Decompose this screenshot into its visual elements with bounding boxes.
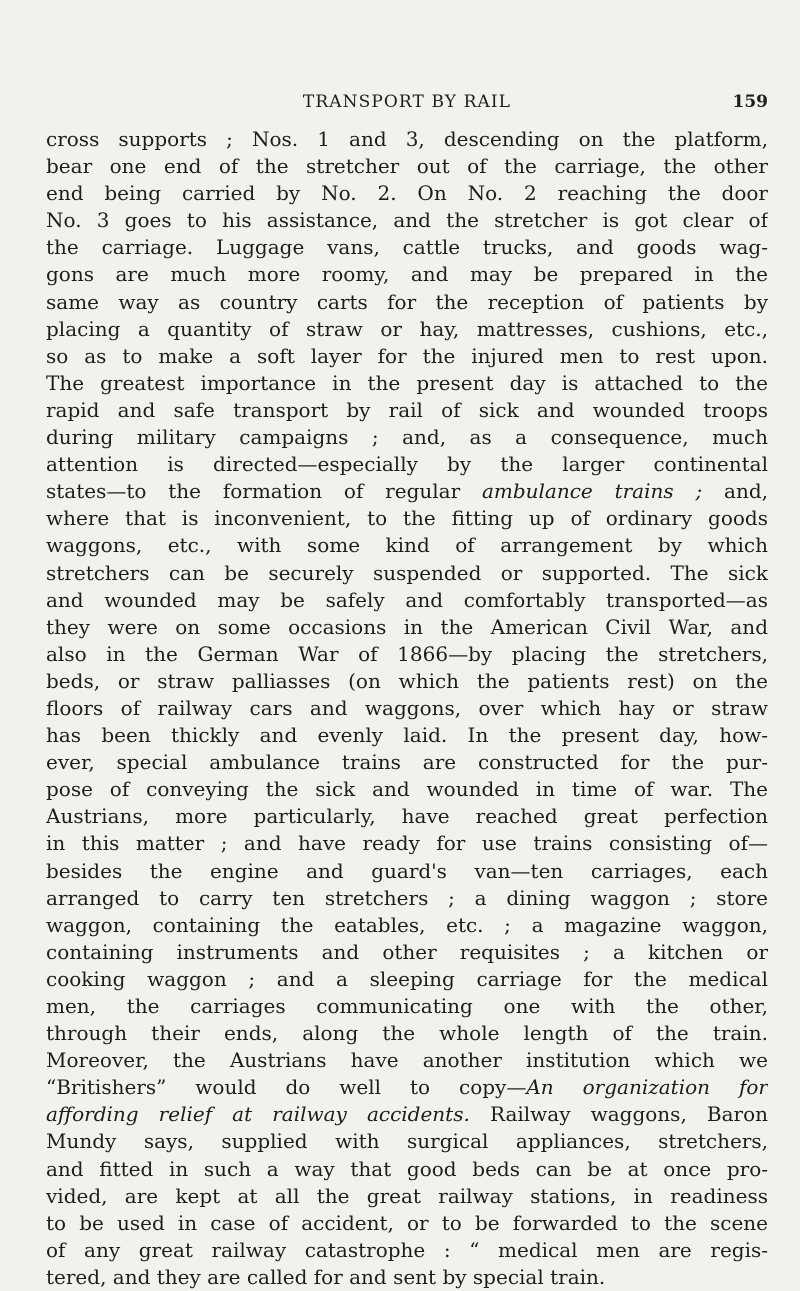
text-line	[46, 830, 768, 857]
text-segment: Moreover, the Austrians have another institution which we	[46, 1048, 768, 1073]
text-segment: bear one end of the stretcher out of the carriage, the other	[46, 154, 768, 179]
text-segment: and fitted in such a way that good beds can be at once pro-	[46, 1156, 768, 1181]
text-segment: Austrians, more particularly, have reached great perfection	[46, 804, 768, 829]
text-segment: in this matter ; and have ready for use trains consisting of—	[46, 831, 768, 856]
text-segment: besides the engine and guard's van—ten carriages, each	[46, 858, 768, 883]
text-segment: to be used in case of accident, or to be forwarded to the scene	[46, 1210, 768, 1235]
text-line	[46, 885, 768, 912]
text-line	[46, 587, 768, 614]
text-line	[46, 343, 768, 370]
text-line	[46, 560, 768, 587]
text-line	[46, 614, 768, 641]
text-line	[46, 180, 768, 207]
italic-text-segment: affording relief at railway accidents.	[46, 1102, 470, 1127]
text-line	[46, 993, 768, 1020]
text-line	[46, 1237, 768, 1264]
text-segment: cooking waggon ; and a sleeping carriage for the medical	[46, 966, 768, 991]
text-segment: they were on some occasions in the American Civil War, and	[46, 614, 768, 639]
text-segment: waggon, containing the eatables, etc. ; a magazine waggon,	[46, 912, 768, 937]
text-line	[46, 966, 768, 993]
text-segment: pose of conveying the sick and wounded in time of war. The	[46, 777, 768, 802]
text-line	[46, 1156, 768, 1183]
text-segment: tered, and they are called for and sent by special train.	[46, 1264, 606, 1289]
text-segment: floors of railway cars and waggons, over which hay or straw	[46, 695, 768, 720]
text-line	[46, 1264, 768, 1291]
text-line	[46, 505, 768, 532]
text-line	[46, 776, 768, 803]
text-line	[46, 1128, 768, 1155]
text-segment: Railway waggons, Baron	[469, 1102, 768, 1127]
text-segment: cross supports ; Nos. 1 and 3, descending on the platform,	[46, 127, 768, 151]
text-segment: attention is directed—especially by the larger continental	[46, 452, 768, 477]
text-segment: states—to the formation of regular	[46, 479, 482, 504]
italic-text-segment: An organization for	[526, 1075, 768, 1100]
text-line	[46, 722, 768, 749]
text-line	[46, 370, 768, 397]
text-segment: same way as country carts for the reception of patients by	[46, 289, 768, 314]
text-line	[46, 695, 768, 722]
text-line	[46, 1047, 768, 1074]
text-segment: ever, special ambulance trains are constructed for the pur-	[46, 750, 768, 775]
text-line	[46, 939, 768, 966]
text-segment: rapid and safe transport by rail of sick and wounded troops	[46, 397, 768, 422]
text-segment: end being carried by No. 2. On No. 2 reaching the door	[46, 181, 768, 206]
text-line	[46, 126, 768, 153]
text-segment: stretchers can be securely suspended or supported. The sick	[46, 560, 768, 585]
text-segment: so as to make a soft layer for the injured men to rest upon.	[46, 343, 768, 368]
page-number: 159	[732, 92, 768, 112]
text-line	[46, 1020, 768, 1047]
text-segment: men, the carriages communicating one with the other,	[46, 994, 768, 1018]
running-header	[46, 90, 768, 114]
text-line	[46, 668, 768, 695]
running-title: TRANSPORT BY RAIL	[302, 92, 512, 112]
text-segment: arranged to carry ten stretchers ; a dining waggon ; store	[46, 885, 768, 910]
text-segment: and,	[702, 479, 768, 504]
text-line	[46, 641, 768, 668]
text-line	[46, 478, 768, 505]
text-segment: also in the German War of 1866—by placing the stretchers,	[46, 641, 768, 666]
text-segment: No. 3 goes to his assistance, and the stretcher is got clear of	[46, 208, 768, 233]
text-line	[46, 207, 768, 234]
text-line	[46, 1101, 768, 1128]
text-segment: where that is inconvenient, to the fitting up of ordinary goods	[46, 506, 768, 531]
text-line	[46, 289, 768, 316]
text-segment: beds, or straw palliasses (on which the patients rest) on the	[46, 668, 768, 693]
text-line	[46, 397, 768, 424]
italic-text-segment: ambulance trains ;	[481, 479, 703, 504]
text-segment: vided, are kept at all the great railway stations, in readiness	[46, 1183, 768, 1208]
text-segment: the carriage. Luggage vans, cattle trucks, and goods wag-	[46, 235, 768, 260]
text-line	[46, 1074, 768, 1101]
text-segment: containing instruments and other requisites ; a kitchen or	[46, 939, 768, 964]
text-line	[46, 803, 768, 830]
text-segment: “Britishers” would do well to copy—	[46, 1075, 527, 1100]
text-segment: gons are much more roomy, and may be prepared in the	[46, 262, 768, 287]
text-segment: placing a quantity of straw or hay, mattresses, cushions, etc.,	[46, 316, 768, 341]
text-line	[46, 1183, 768, 1210]
text-line	[46, 451, 768, 478]
text-line	[46, 153, 768, 180]
text-line	[46, 749, 768, 776]
text-line	[46, 532, 768, 559]
text-line	[46, 424, 768, 451]
text-segment: of any great railway catastrophe : “ medical men are regis-	[46, 1237, 768, 1262]
text-segment: during military campaigns ; and, as a consequence, much	[46, 425, 768, 450]
text-line	[46, 316, 768, 343]
text-line	[46, 912, 768, 939]
text-line	[46, 858, 768, 885]
text-line	[46, 1210, 768, 1237]
text-segment: has been thickly and evenly laid. In the present day, how-	[46, 723, 768, 748]
text-line	[46, 261, 768, 288]
text-segment: waggons, etc., with some kind of arrangement by which	[46, 533, 768, 558]
text-segment: and wounded may be safely and comfortably transported—as	[46, 587, 768, 612]
text-segment: through their ends, along the whole length of the train.	[46, 1021, 768, 1046]
text-line	[46, 234, 768, 261]
text-segment: Mundy says, supplied with surgical appliances, stretchers,	[46, 1129, 768, 1154]
body-paragraph	[46, 126, 768, 1291]
text-segment: The greatest importance in the present day is attached to the	[46, 370, 768, 395]
